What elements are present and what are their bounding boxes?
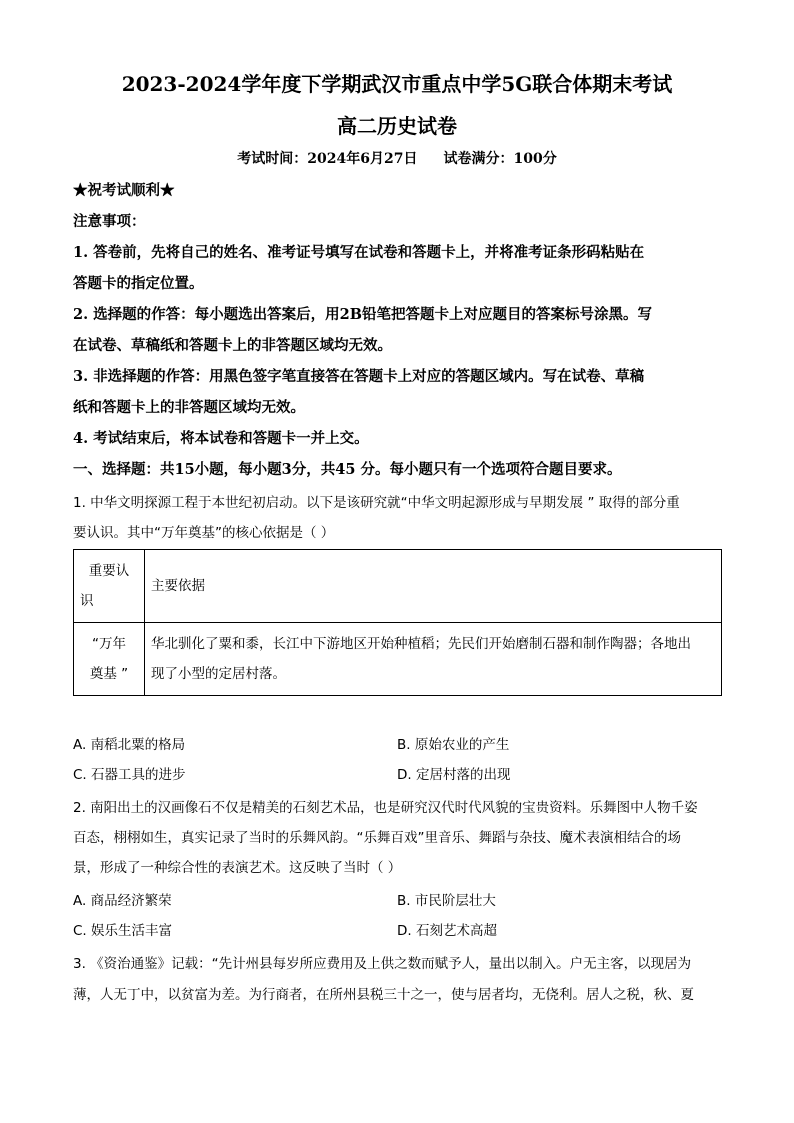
table-cell-text: 主要依据 [151,578,205,594]
question-3-stem: 3. 《资治通鉴》记载：“先计州县每岁所应费用及上供之数而赋予人，量出以制入。户无主客，以现居为 [73,956,692,972]
note-item-2-cont: 在试卷、草稿纸和答题卡上的非答题区域均无效。 [73,337,392,354]
note-item-4: 4. 考试结束后，将本试卷和答题卡一并上交。 [73,430,369,447]
note-item-3-cont: 纸和答题卡上的非答题区域均无效。 [73,399,305,416]
note-item-3: 3. 非选择题的作答：用黑色签字笔直接答在答题卡上对应的答题区域内。写在试卷、草稿 [73,368,645,385]
exam-time: 考试时间：2024年6月27日 [237,151,418,167]
note-item-1: 1. 答卷前，先将自己的姓名、准考证号填写在试卷和答题卡上，并将准考证条形码粘贴在 [73,244,645,261]
table-cell [145,623,722,696]
note-item-1-cont: 答题卡的指定位置。 [73,275,204,292]
exam-subtitle: 高二历史试卷 [337,114,457,138]
full-score: 试卷满分：100分 [443,151,557,167]
table-cell-text: 识 [80,593,94,609]
q2-option-b: B. 市民阶层壮大 [397,893,496,909]
table-cell [145,550,722,623]
question-2-stem-cont: 百态，栩栩如生，真实记录了当时的乐舞风韵。“乐舞百戏”里音乐、舞蹈与杂技、魔术表演相结合的场 [73,830,681,846]
q2-option-d: D. 石刻艺术高超 [397,923,497,939]
table-cell-text: “万年 [92,636,126,652]
q2-option-c: C. 娱乐生活丰富 [73,923,173,939]
question-1-table [73,549,722,696]
table-cell [74,623,145,696]
table-row [74,623,722,696]
q1-option-c: C. 石器工具的进步 [73,767,186,783]
question-2-stem-cont: 景，形成了一种综合性的表演艺术。这反映了当时（ ） [73,860,402,876]
q1-option-a: A. 南稻北粟的格局 [73,737,186,753]
question-1-stem-cont: 要认识。其中“万年奠基”的核心依据是（ ） [73,525,335,541]
question-1-stem: 1. 中华文明探源工程于本世纪初启动。以下是该研究就“中华文明起源形成与早期发展 ” 取得的部分重 [73,495,680,511]
notes-heading: 注意事项： [73,213,146,230]
section-heading: 一、选择题：共15小题，每小题3分，共45 分。每小题只有一个选项符合题目要求。 [73,461,622,478]
note-item-2: 2. 选择题的作答：每小题选出答案后，用2B铅笔把答题卡上对应题目的答案标号涂黑。写 [73,306,653,323]
good-luck-note: ★祝考试顺利★ [73,182,175,199]
q1-option-b: B. 原始农业的产生 [397,737,510,753]
exam-title: 2023-2024学年度下学期武汉市重点中学5G联合体期末考试 [121,72,673,96]
table-header-row [74,550,722,623]
question-3-stem-cont: 薄，人无丁中，以贫富为差。为行商者，在所州县税三十之一，使与居者均，无侥利。居人之税，秋、夏 [73,987,694,1003]
q2-option-a: A. 商品经济繁荣 [73,893,172,909]
question-2-stem: 2. 南阳出土的汉画像石不仅是精美的石刻艺术品，也是研究汉代时代风貌的宝贵资料。乐舞图中人物千姿 [73,800,698,816]
table-cell-text: 华北驯化了粟和黍，长江中下游地区开始种植稻；先民们开始磨制石器和制作陶器；各地出 [151,636,691,652]
table-cell-text: 奠基 ” [89,666,129,682]
table-cell [74,550,145,623]
table-cell-text: 现了小型的定居村落。 [151,666,286,682]
table-cell-text: 重要认 [88,563,130,579]
exam-meta [0,149,794,169]
q1-option-d: D. 定居村落的出现 [397,767,511,783]
